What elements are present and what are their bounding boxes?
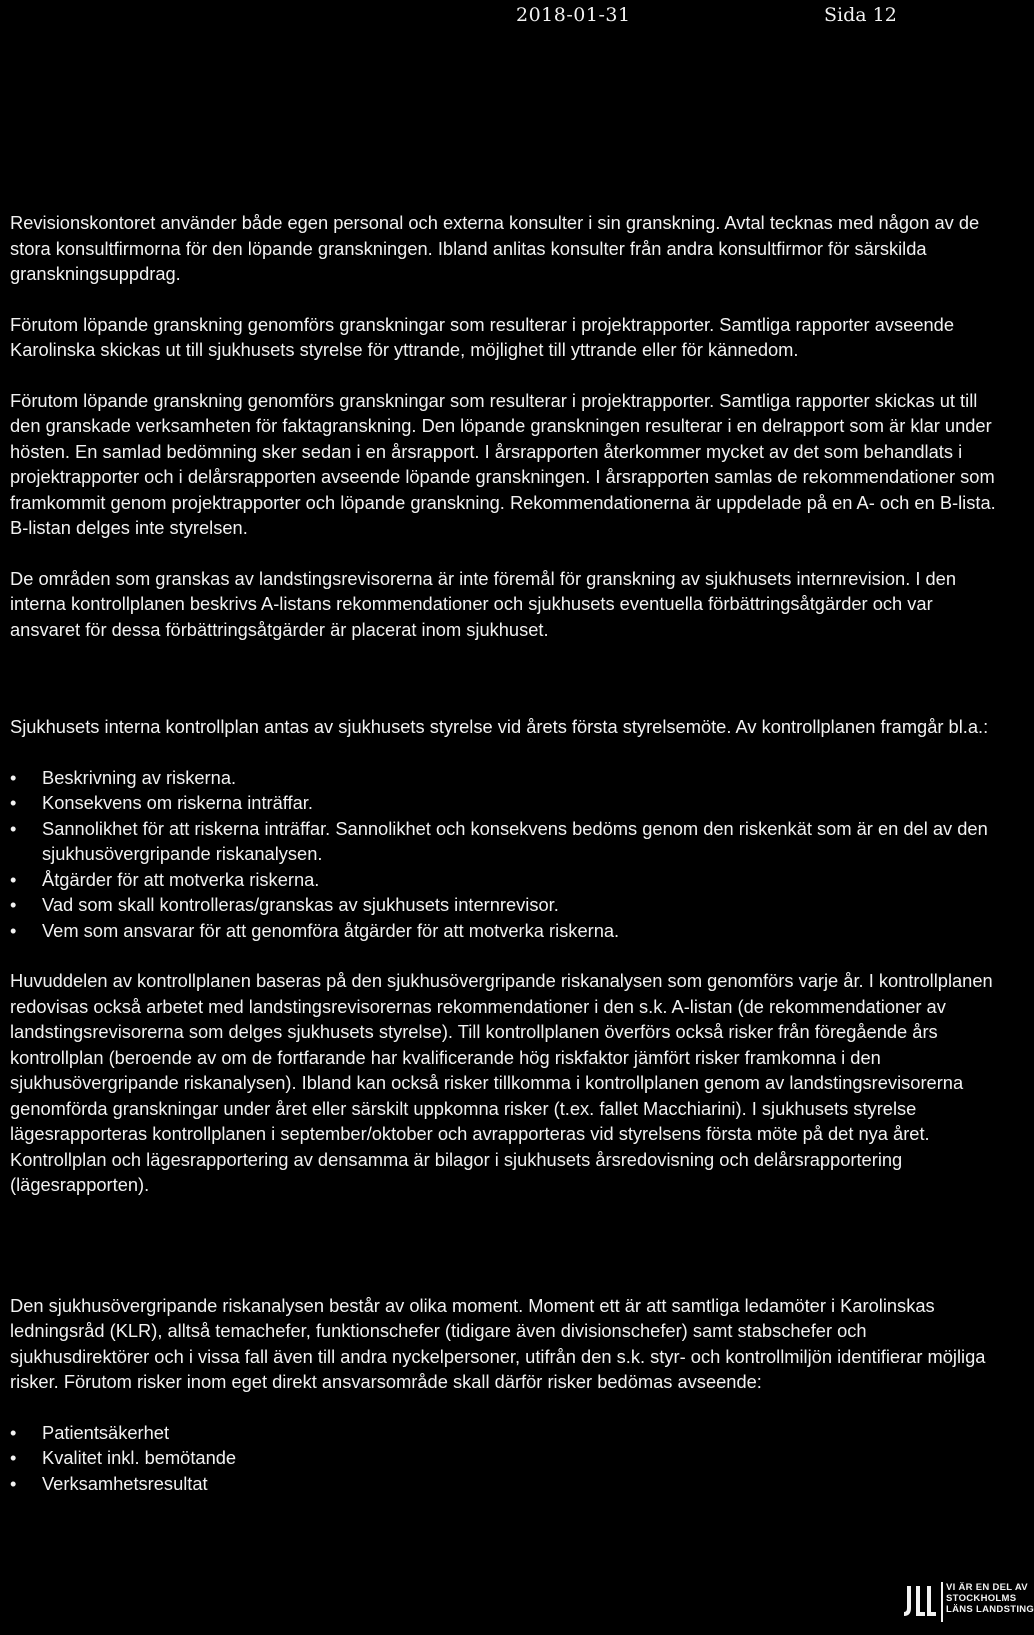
bullet-icon: • [10, 817, 17, 839]
paragraph-control-plan-basis: Huvuddelen av kontrollplanen baseras på den sjukhusövergripande riskanalysen som genomförs varje år. I kontrollplanen redovisas också arbetet med landstingsrevisorernas rekommendationer i den s.k. A-listan (de rekommendationer av landstingsrevisorerna som delges sjukhusets styrelse). Till kontrollplanen överförs också risker från föregående års kontrollplan (beroende av om de fortfarande har kvalificerande hög riskfaktor jämfört risker framkomna i den sjukhusövergripande riskanalysen). Ibland kan också risker tillkomma i kontrollplanen genom av landstingsrevisorerna genomförda granskningar under året eller särskilt uppkomna risker (t.ex. fallet Macchiarini). I sjukhusets styrelse lägesrapporteras kontrollplanen i september/oktober och avrapporteras vid styrelsens första möte på det nya året. Kontrollplan och lägesrapportering av densamma är bilagor i sjukhusets årsredovisning och delårsrapportering (lägesrapporten). [10, 970, 993, 1195]
list-item: • Sannolikhet för att riskerna inträffar. Sannolikhet och konsekvens bedöms genom den riskenkät som är en del av den sjukhusövergripande riskanalysen. [10, 817, 988, 864]
document-body [10, 210, 1000, 1496]
logo-text: VI ÄR EN DEL AV STOCKHOLMS LÄNS LANDSTING [946, 1582, 1034, 1615]
list-item: • Vad som skall kontrolleras/granskas av sjukhusets internrevisor. [10, 892, 1000, 918]
bullet-icon: • [10, 766, 17, 788]
paragraph-risk-analysis: Den sjukhusövergripande riskanalysen består av olika moment. Moment ett är att samtliga ledamöter i Karolinskas ledningsråd (KLR), alltså temachefer, funktionschefer (tidigare även divisionschefer) samt stabschefer och sjukhusdirektörer och i vissa fall även till andra nyckelpersoner, utifrån den s.k. styr- och kontrollmiljön identifierar möjliga risker. Förutom risker inom eget direkt ansvarsområde skall därför risker bedömas avseende: [10, 1294, 986, 1392]
paragraph-control-plan-intro: Sjukhusets interna kontrollplan antas av sjukhusets styrelse vid årets första styrelsemöte. Av kontrollplanen framgår bl.a.: [10, 716, 989, 737]
sll-logo [903, 1580, 1034, 1626]
list-item: • Verksamhetsresultat [10, 1471, 1000, 1497]
list-item: • Vem som ansvarar för att genomföra åtgärder för att motverka riskerna. [10, 918, 1000, 944]
paragraph-internal-audit-scope: De områden som granskas av landstingsrevisorerna är inte föremål för granskning av sjukhusets internrevision. I den interna kontrollplanen beskrivs A-listans rekommendationer och sjukhusets eventuella förbättringsåtgärder och var ansvaret för dessa förbättringsåtgärder är placerat inom sjukhuset. [10, 567, 957, 640]
list-item: • Konsekvens om riskerna inträffar. [10, 790, 1000, 816]
bullet-icon: • [10, 1447, 17, 1468]
bullet-icon: • [10, 1421, 17, 1443]
list-item: • Beskrivning av riskerna. [10, 765, 1000, 791]
page-header [0, 4, 1024, 34]
paragraph-consultants: Revisionskontoret använder både egen personal och externa konsulter i sin granskning. Avtal tecknas med någon av de stora konsultfirmorna för den löpande granskningen. Ibland anlitas konsulter från andra konsultfirmor för särskilda granskningsuppdrag. [10, 212, 980, 284]
document-date: 2018-01-31 [516, 4, 631, 26]
list-item: • Kvalitet inkl. bemötande [10, 1445, 1000, 1471]
control-plan-list [10, 765, 1000, 944]
list-item: • Patientsäkerhet [10, 1420, 1000, 1446]
bullet-icon: • [10, 1472, 17, 1494]
bullet-icon: • [10, 792, 17, 813]
logo-divider [941, 1582, 943, 1622]
bullet-icon: • [10, 868, 17, 890]
sll-logo-icon [903, 1584, 937, 1618]
risk-areas-list [10, 1420, 1000, 1497]
bullet-icon: • [10, 894, 17, 915]
paragraph-project-reports-review: Förutom löpande granskning genomförs granskningar som resulterar i projektrapporter. Samtliga rapporter skickas ut till den granskade verksamheten för faktagranskning. Den löpande granskningen resulterar i en delrapport som är klar under hösten. En samlad bedömning sker sedan i en årsrapport. I årsrapporten återkommer mycket av det som behandlats i projektrapporter och i delårsrapporten avseende löpande granskningen. I årsrapporten samlas de rekommendationer som framkommit genom projektrapporter och löpande granskning. Rekommendationerna är uppdelade på en A- och en B-lista. B-listan delges inte styrelsen. [10, 389, 996, 538]
bullet-icon: • [10, 919, 17, 941]
page-number: Sida 12 [824, 4, 897, 26]
list-item: • Åtgärder för att motverka riskerna. [10, 867, 1000, 893]
paragraph-project-reports-board: Förutom löpande granskning genomförs granskningar som resulterar i projektrapporter. Samtliga rapporter avseende Karolinska skickas ut till sjukhusets styrelse för yttrande, möjlighet till yttrande eller för kännedom. [10, 313, 955, 360]
